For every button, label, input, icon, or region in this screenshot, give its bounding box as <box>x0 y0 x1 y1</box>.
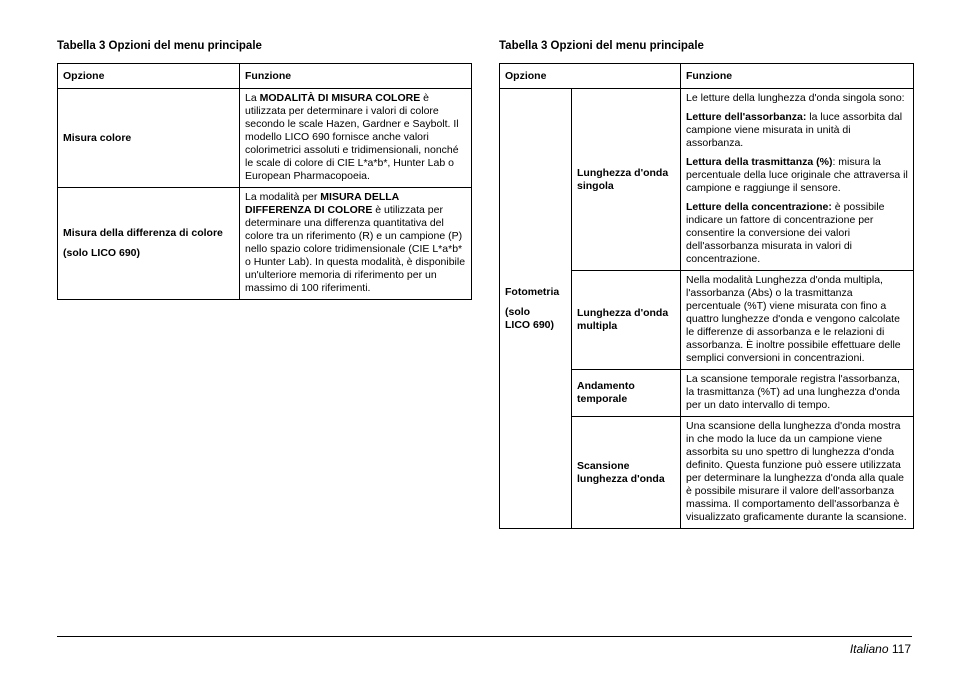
function-text: è utilizzata per determinare i valori di colore secondo le scale Hazen, Gardner e Saybolt. Il modello LICO 690 fornisce anche valori colorimetrici assoluti e tridimensionali, nonché le scale di colore di CIE L*a*b*, Hunter Lab o European Pharmacopoeia. <box>245 92 459 182</box>
option-cell <box>58 188 240 300</box>
function-cell: La scansione temporale registra l'assorbanza, la trasmittanza (%T) ad una lunghezza d'onda per un dato intervallo di tempo. <box>681 370 914 417</box>
function-cell <box>681 89 914 271</box>
header-option: Opzione <box>58 64 240 89</box>
item-bold-text: Lettura della trasmittanza (%) <box>686 156 833 168</box>
item-bold-text: Letture della concentrazione: <box>686 201 832 213</box>
table-header-row <box>500 64 914 89</box>
function-item <box>686 156 908 195</box>
function-text: La modalità per <box>245 191 321 203</box>
table-row <box>500 89 914 271</box>
header-function: Funzione <box>240 64 472 89</box>
function-bold-text: MISURA DELLA DIFFERENZA DI COLORE <box>245 191 399 216</box>
option-note: (solo LICO 690) <box>63 247 141 259</box>
item-bold-text: Letture dell'assorbanza: <box>686 111 807 123</box>
function-item <box>686 201 908 266</box>
function-cell: Una scansione della lunghezza d'onda mostra in che modo la luce da un campione viene assorbita su uno spettro di lunghezza d'onda definito. Questa funzione può essere utilizzata per determinare la lunghezza d'onda alla quale è possibile misurare il valore dell'assorbanza massima. Il comportamento dell'assorbanza è visualizzato graficamente durante la scansione. <box>681 417 914 529</box>
group-note: (solo <box>505 305 531 318</box>
right-table-caption: Tabella 3 Opzioni del menu principale <box>499 40 704 52</box>
header-function: Funzione <box>681 64 914 89</box>
function-text: La <box>245 92 260 104</box>
function-cell: Nella modalità Lunghezza d'onda multipla, l'assorbanza (Abs) o la trasmittanza percentuale (%T) viene misurata con fino a quattro lunghezze d'onda e vengono calcolate le differenze di assorbanza e le relazioni di assorbanza. È inoltre possibile effettuare delle semplici conversioni in concentrazioni. <box>681 271 914 370</box>
table-row <box>58 188 472 300</box>
page-number: 117 <box>891 642 911 656</box>
left-options-table <box>57 63 472 300</box>
function-cell <box>240 89 472 188</box>
item-text: la luce assorbita dal campione viene misurata in unità di assorbanza. <box>686 111 903 149</box>
group-note: LICO 690) <box>505 318 555 331</box>
group-label: Fotometria <box>505 285 560 298</box>
left-table-caption: Tabella 3 Opzioni del menu principale <box>57 40 262 52</box>
sub-option-cell: Andamento temporale <box>572 370 681 417</box>
function-bold-text: MODALITÀ DI MISURA COLORE <box>259 92 421 104</box>
table-header-row <box>58 64 472 89</box>
function-text: Le letture della lunghezza d'onda singola sono: <box>686 92 905 104</box>
table-row <box>58 89 472 188</box>
footer-language: Italiano <box>849 642 889 656</box>
right-options-table <box>499 63 914 529</box>
item-text: è possibile indicare un fattore di concentrazione per consentire la conversione dei valori dell'assorbanza misurata in valori di concentrazione. <box>686 201 885 265</box>
function-cell <box>240 188 472 300</box>
sub-option-cell: Scansione lunghezza d'onda <box>572 417 681 529</box>
footer-rule <box>57 636 912 637</box>
header-option: Opzione <box>500 64 681 89</box>
group-option-cell <box>500 89 572 529</box>
option-label: Misura della differenza di colore <box>63 227 223 239</box>
sub-option-cell: Lunghezza d'onda singola <box>572 89 681 271</box>
item-text: : misura la percentuale della luce originale che attraversa il campione e raggiunge il sensore. <box>686 156 908 194</box>
sub-option-cell: Lunghezza d'onda multipla <box>572 271 681 370</box>
page-footer <box>850 642 911 656</box>
function-item <box>686 111 908 150</box>
function-text: è utilizzata per determinare una differenza quantitativa del colore tra un riferimento (R) e un campione (P) nello spazio colore tridimensionale (CIE L*a*b* o Hunter Lab). In questa modalità, è disponibile un'ulteriore memoria di riferimento per un massimo di 100 riferimenti. <box>245 204 466 294</box>
option-cell: Misura colore <box>58 89 240 188</box>
